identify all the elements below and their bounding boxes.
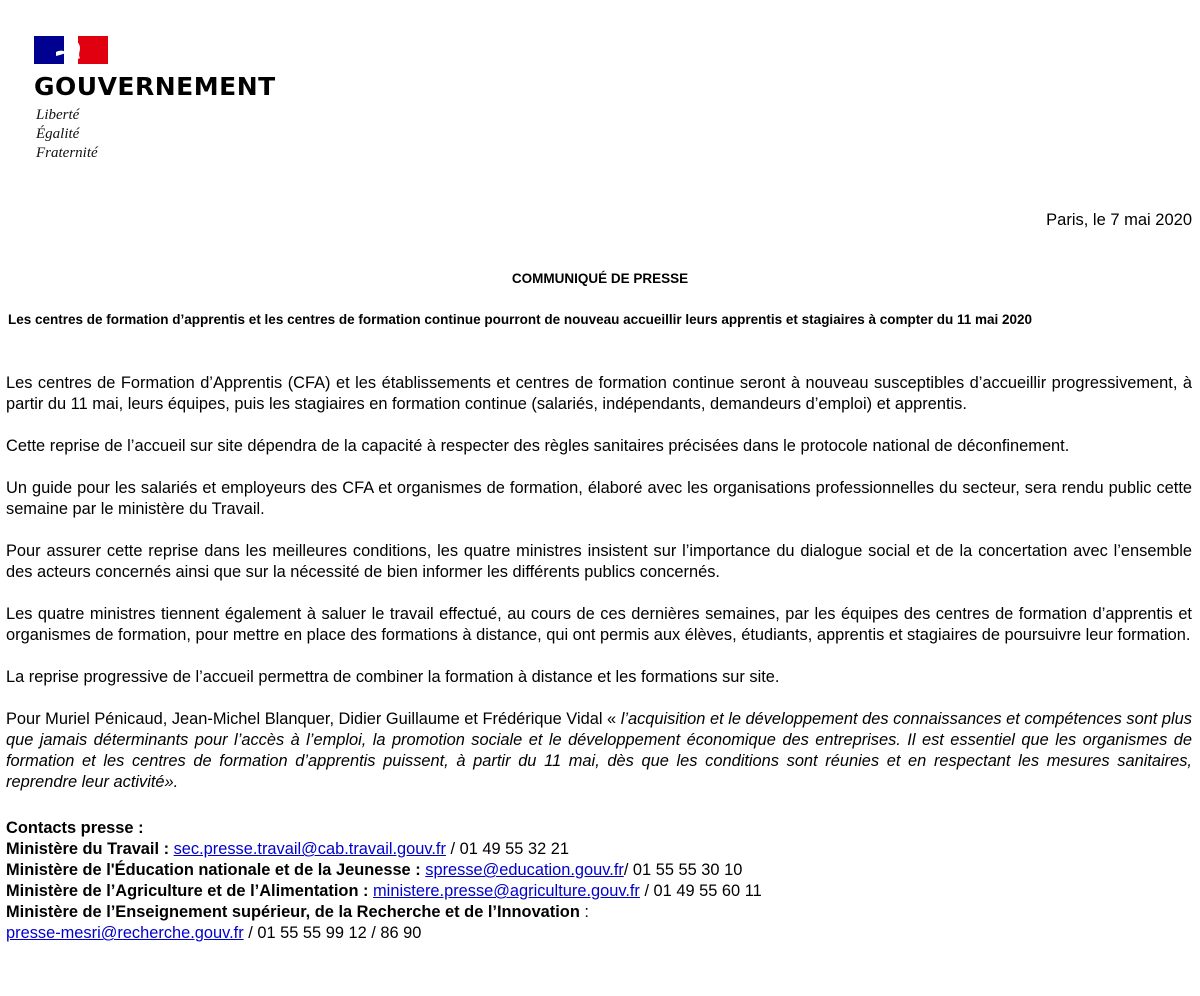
contact-row (6, 923, 762, 944)
contact-suffix: : (579, 903, 589, 921)
ministers-quote: l’acquisition et le développement des connaissances et compétences sont plus que jamais déterminants pour l’accès à l’emploi, la promotion sociale et le développement économique des entreprises. Il est essentiel que les organismes de formation et les centres de formation d’apprentis puissent, à partir du 11 mai, dès que les conditions sont réunies et en respectant les mesures sanitaires, reprendre leur activité». (6, 710, 1192, 791)
contact-ministry: Ministère du Travail : (6, 840, 170, 858)
paragraph: Un guide pour les salariés et employeurs des CFA et organismes de formation, élaboré avec les organisations professionnelles du secteur, sera rendu public cette semaine par le ministère du Travail. (6, 479, 1192, 518)
contact-phone: / 01 55 55 99 12 / 86 90 (243, 924, 422, 942)
paragraph: La reprise progressive de l’accueil permettra de combiner la formation à distance et les formations sur site. (6, 668, 780, 686)
document-type-label: COMMUNIQUÉ DE PRESSE (511, 271, 689, 286)
motto-line: Égalité (36, 126, 80, 142)
marianne-flag-icon (34, 36, 108, 64)
contact-email-link[interactable]: presse-mesri@recherche.gouv.fr (6, 924, 244, 942)
press-contacts (6, 818, 762, 944)
document-date: Paris, le 7 mai 2020 (1046, 211, 1192, 229)
paragraph: Les centres de Formation d’Apprentis (CFA) et les établissements et centres de formation continue seront à nouveau susceptibles d’accueillir progressivement, à partir du 11 mai, leurs équipes, puis les stagiaires en formation continue (salariés, indépendants, demandeurs d’emploi) et apprentis. (6, 374, 1192, 413)
logo-wordmark: GOUVERNEMENT (34, 72, 276, 101)
contacts-title: Contacts presse : (6, 819, 144, 837)
contact-email-link[interactable]: ministere.presse@agriculture.gouv.fr (373, 882, 640, 900)
contact-phone: / 01 55 55 30 10 (623, 861, 743, 879)
contact-row (6, 860, 762, 881)
government-logo (34, 36, 294, 161)
body-text (6, 373, 1192, 814)
contact-email-link[interactable]: sec.presse.travail@cab.travail.gouv.fr (173, 840, 446, 858)
contact-ministry: Ministère de l'Éducation nationale et de la Jeunesse : (6, 861, 421, 879)
paragraph: Les quatre ministres tiennent également à saluer le travail effectué, au cours de ces dernières semaines, par les équipes des centres de formation d’apprentis et organismes de formation, pour mettre en place des formations à distance, qui ont permis aux élèves, étudiants, apprentis et stagiaires de poursuivre leur formation. (6, 605, 1192, 644)
paragraph: Cette reprise de l’accueil sur site dépendra de la capacité à respecter des règles sanitaires précisées dans le protocole national de déconfinement. (6, 437, 1070, 455)
motto-line: Liberté (36, 107, 80, 123)
motto (36, 106, 98, 163)
contact-row (6, 902, 762, 923)
contact-email-link[interactable]: spresse@education.gouv.fr (425, 861, 624, 879)
motto-line: Fraternité (36, 145, 98, 161)
contact-ministry: Ministère de l’Agriculture et de l’Alimentation : (6, 882, 369, 900)
contact-ministry: Ministère de l’Enseignement supérieur, de la Recherche et de l’Innovation (6, 903, 580, 921)
contact-row (6, 839, 762, 860)
headline: Les centres de formation d’apprentis et les centres de formation continue pourront de nouveau accueillir leurs apprentis et stagiaires à compter du 11 mai 2020 (8, 312, 1033, 327)
contact-phone: / 01 49 55 32 21 (445, 840, 569, 858)
paragraph: Pour assurer cette reprise dans les meilleures conditions, les quatre ministres insistent sur l’importance du dialogue social et de la concertation avec l’ensemble des acteurs concernés ainsi que sur la nécessité de bien informer les différents publics concernés. (6, 542, 1192, 581)
contact-row (6, 881, 762, 902)
quote-intro: Pour Muriel Pénicaud, Jean-Michel Blanquer, Didier Guillaume et Frédérique Vidal « (6, 710, 621, 728)
quote-paragraph (6, 709, 1192, 793)
contact-phone: / 01 49 55 60 11 (639, 882, 762, 900)
